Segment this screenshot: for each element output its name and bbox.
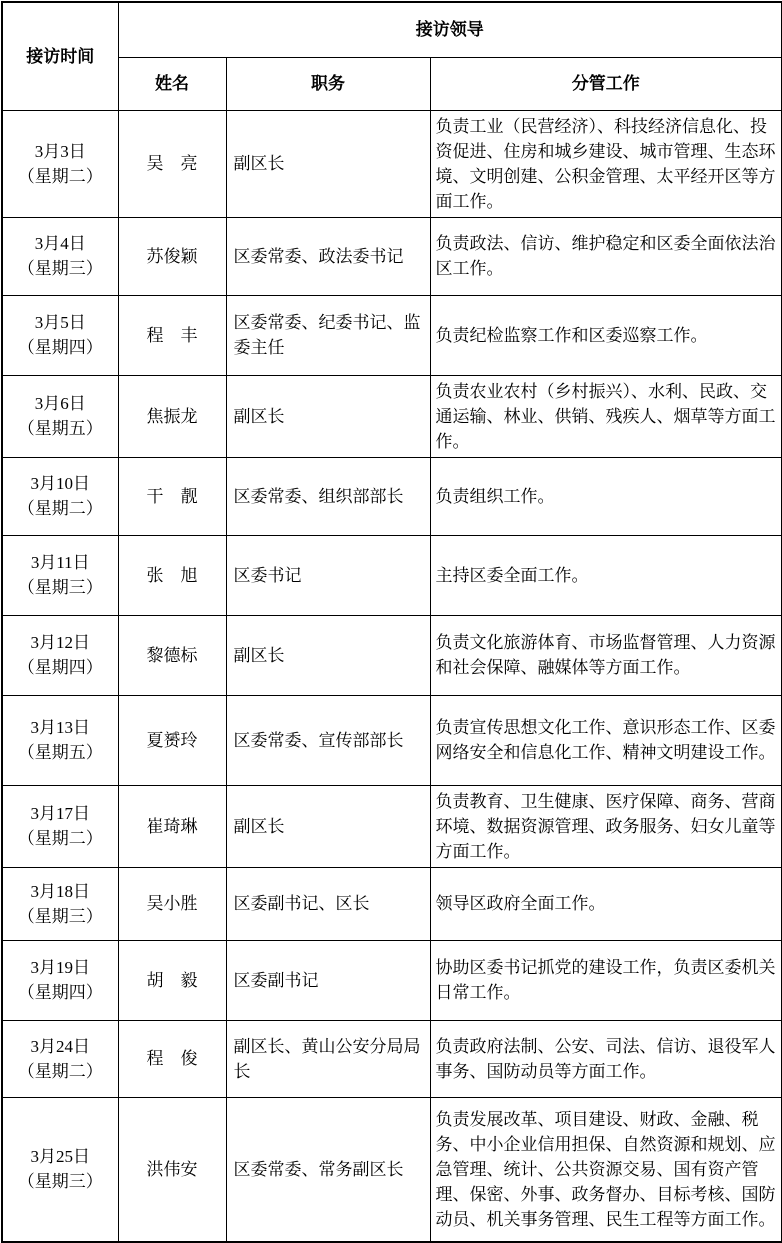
leader-position-cell: 副区长、黄山公安分局局长 (226, 1020, 430, 1097)
leader-duty-cell: 负责组织工作。 (430, 457, 782, 535)
table-row (2, 295, 782, 375)
table-row (2, 457, 782, 535)
leader-position-cell: 区委副书记、区长 (226, 867, 430, 940)
visit-date: 3月18日 (30, 881, 90, 901)
visit-date: 3月17日 (30, 804, 90, 823)
table-row (2, 785, 782, 867)
leader-name-cell: 吴小胜 (118, 867, 226, 940)
header-leader-group: 接访领导 (118, 2, 782, 57)
visit-date-cell (2, 457, 118, 535)
leader-duty-cell: 负责教育、卫生健康、医疗保障、商务、营商环境、数据资源管理、政务服务、妇女儿童等方面工作。 (430, 785, 782, 867)
visit-date: 3月24日 (30, 1036, 90, 1056)
leader-name-cell: 张 旭 (118, 535, 226, 615)
leader-position-cell: 区委常委、政法委书记 (226, 217, 430, 295)
visit-date: 3月11日 (30, 553, 90, 572)
leader-name-cell: 夏赟玲 (118, 695, 226, 785)
visit-date: 3月6日 (34, 394, 86, 413)
leader-duty-cell: 负责纪检监察工作和区委巡察工作。 (430, 295, 782, 375)
header-name: 姓名 (118, 57, 226, 110)
leader-position-cell: 副区长 (226, 785, 430, 867)
leader-name-cell: 苏俊颖 (118, 217, 226, 295)
visit-date-cell (2, 217, 118, 295)
table-row (2, 867, 782, 940)
leader-duty-cell: 负责发展改革、项目建设、财政、金融、税务、中小企业信用担保、自然资源和规划、应急管理、统计、公共资源交易、国有资产管理、保密、外事、政务督办、目标考核、国防动员、机关事务管理、民生工程等方面工作。 (430, 1097, 782, 1242)
visit-date: 3月25日 (30, 1147, 90, 1167)
leader-name-cell: 焦振龙 (118, 375, 226, 457)
visit-weekday: （星期四） (17, 658, 103, 677)
visit-weekday: （星期二） (17, 166, 103, 186)
leader-duty-cell: 主持区委全面工作。 (430, 535, 782, 615)
leader-duty-cell: 负责农业农村（乡村振兴）、水利、民政、交通运输、林业、供销、残疾人、烟草等方面工作。 (430, 375, 782, 457)
visit-weekday: （星期三） (17, 906, 103, 926)
visit-date-cell (2, 695, 118, 785)
header-position: 职务 (226, 57, 430, 110)
visit-weekday: （星期四） (17, 983, 103, 1002)
leader-duty-cell: 负责文化旅游体育、市场监督管理、人力资源和社会保障、融媒体等方面工作。 (430, 615, 782, 695)
visit-date-cell (2, 785, 118, 867)
visit-weekday: （星期五） (17, 743, 103, 762)
leader-position-cell: 区委常委、组织部部长 (226, 457, 430, 535)
visit-date-cell (2, 535, 118, 615)
leader-position-cell: 区委常委、纪委书记、监委主任 (226, 295, 430, 375)
visit-weekday: （星期四） (17, 338, 103, 357)
leader-position-cell: 副区长 (226, 110, 430, 217)
leader-duty-cell: 负责工业（民营经济）、科技经济信息化、投资促进、住房和城乡建设、城市管理、生态环境、文明创建、公积金管理、太平经开区等方面工作。 (430, 110, 782, 217)
visit-date: 3月4日 (34, 234, 86, 253)
visit-weekday: （星期二） (17, 829, 103, 848)
header-visit-time: 接访时间 (2, 2, 118, 110)
table-row (2, 535, 782, 615)
leader-name-cell: 崔琦琳 (118, 785, 226, 867)
visit-weekday: （星期三） (17, 1172, 103, 1192)
reception-schedule-table (1, 1, 782, 1243)
visit-date-cell (2, 1020, 118, 1097)
visit-date-cell (2, 295, 118, 375)
visit-date: 3月12日 (30, 633, 90, 652)
header-row-top (2, 2, 782, 57)
leader-name-cell: 程 俊 (118, 1020, 226, 1097)
leader-duty-cell: 领导区政府全面工作。 (430, 867, 782, 940)
leader-name-cell: 干 靓 (118, 457, 226, 535)
leader-name-cell: 黎德标 (118, 615, 226, 695)
visit-weekday: （星期二） (17, 1061, 103, 1081)
table-row (2, 217, 782, 295)
leader-position-cell: 区委常委、常务副区长 (226, 1097, 430, 1242)
table-row (2, 615, 782, 695)
leader-duty-cell: 负责政法、信访、维护稳定和区委全面依法治区工作。 (430, 217, 782, 295)
leader-name-cell: 胡 毅 (118, 940, 226, 1020)
visit-date-cell (2, 1097, 118, 1242)
visit-weekday: （星期三） (17, 259, 103, 278)
table-row (2, 375, 782, 457)
visit-weekday: （星期二） (17, 499, 103, 518)
leader-name-cell: 洪伟安 (118, 1097, 226, 1242)
table-row (2, 940, 782, 1020)
visit-date: 3月19日 (30, 958, 90, 977)
visit-date: 3月10日 (30, 474, 90, 493)
visit-weekday: （星期三） (17, 578, 103, 597)
visit-date-cell (2, 867, 118, 940)
visit-date: 3月3日 (34, 141, 86, 161)
leader-position-cell: 区委书记 (226, 535, 430, 615)
visit-date: 3月13日 (30, 718, 90, 737)
table-row (2, 110, 782, 217)
leader-position-cell: 副区长 (226, 375, 430, 457)
leader-duty-cell: 负责宣传思想文化工作、意识形态工作、区委网络安全和信息化工作、精神文明建设工作。 (430, 695, 782, 785)
visit-date-cell (2, 940, 118, 1020)
leader-name-cell: 程 丰 (118, 295, 226, 375)
table-row (2, 695, 782, 785)
leader-position-cell: 区委副书记 (226, 940, 430, 1020)
leader-name-cell: 吴 亮 (118, 110, 226, 217)
leader-position-cell: 副区长 (226, 615, 430, 695)
visit-date-cell (2, 110, 118, 217)
table-row (2, 1020, 782, 1097)
header-duty: 分管工作 (430, 57, 782, 110)
leader-duty-cell: 负责政府法制、公安、司法、信访、退役军人事务、国防动员等方面工作。 (430, 1020, 782, 1097)
visit-date: 3月5日 (34, 313, 86, 332)
table-row (2, 1097, 782, 1242)
visit-weekday: （星期五） (17, 419, 103, 438)
visit-date-cell (2, 375, 118, 457)
visit-date-cell (2, 615, 118, 695)
leader-position-cell: 区委常委、宣传部部长 (226, 695, 430, 785)
header-row-sub (2, 57, 782, 110)
leader-duty-cell: 协助区委书记抓党的建设工作，负责区委机关日常工作。 (430, 940, 782, 1020)
